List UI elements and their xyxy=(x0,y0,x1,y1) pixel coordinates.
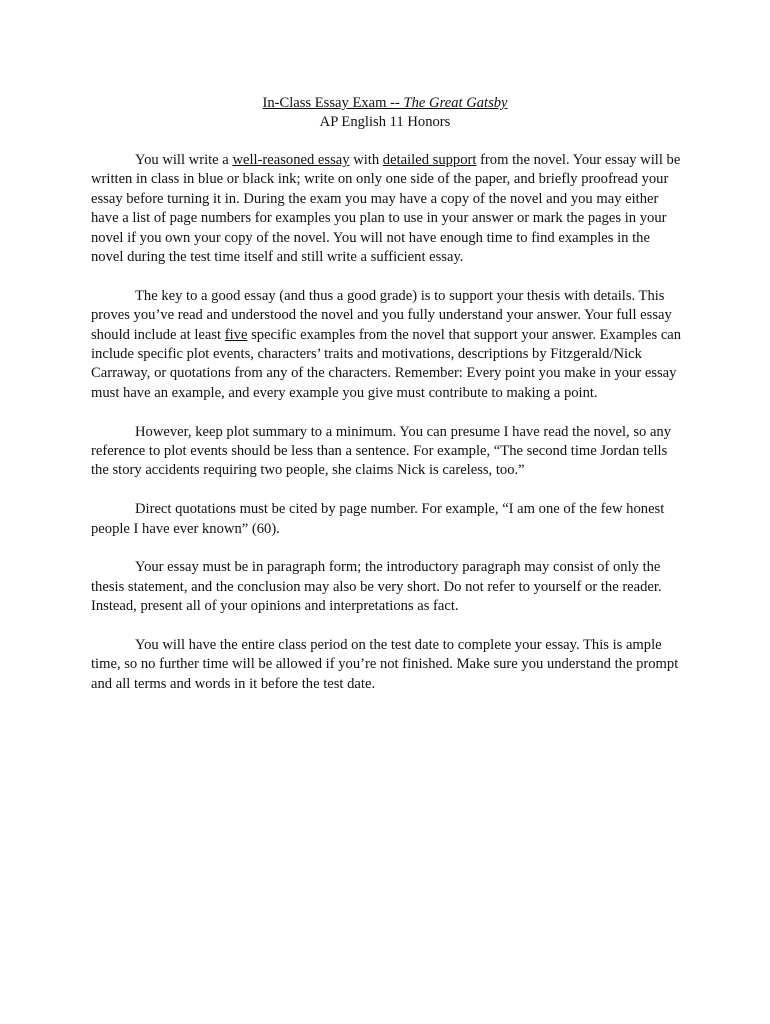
document-header xyxy=(0,94,770,133)
p1-underline-reasoned: well-reasoned essay xyxy=(232,152,350,168)
document-subtitle: AP English 11 Honors xyxy=(319,114,451,131)
p1-underline-support: detailed support xyxy=(382,152,477,168)
p1-text-e: from the novel. Your essay will be written in class in blue or black ink; write on only one side of the paper, and briefly proofread your essay before turning it in. During the exam you may have a copy of the novel and you may either have a list of page numbers for examples you plan to use in your answer or mark the pages in your novel if you own your copy of the novel. You will not have enough time to find examples in the novel during the test time itself and still write a sufficient essay. xyxy=(91,152,681,266)
p2-text-c: specific examples from the novel that support your answer. Examples can include specific plot events, characters’ traits and motivations, descriptions by Fitzgerald/Nick Carraway, or quotations from any of the characters. Remember: Every point you make in your essay must have an example, and every example you give must contribute to making a point. xyxy=(91,326,682,401)
title-work: The Great Gatsby xyxy=(403,95,508,111)
paragraph-plot-summary: However, keep plot summary to a minimum. You can presume I have read the novel, so any reference to plot events should be less than a sentence. For example, “The second time Jordan tells the story accidents requiring two people, she claims Nick is careless, too.” xyxy=(91,423,672,479)
p1-text-c: with xyxy=(349,152,383,168)
p1-text-a: You will write a xyxy=(135,152,233,168)
paragraph-instructions xyxy=(91,151,683,267)
document-body xyxy=(91,151,683,714)
p2-underline-five: five xyxy=(224,326,248,343)
paragraph-quotations: Direct quotations must be cited by page number. For example, “I am one of the few honest people I have ever known” (60). xyxy=(91,501,665,537)
p2-text-a: The key to a good essay (and thus a good grade) is to support your thesis with details. This proves you’ve read and understood the novel and you fully understand your answer. Your full essay should include at least xyxy=(91,287,672,343)
document-title xyxy=(0,94,770,113)
paragraph-time: You will have the entire class period on the test date to complete your essay. This is ample time, so no further time will be allowed if you’re not finished. Make sure you understand the prompt and all terms and words in it before the test date. xyxy=(91,637,679,692)
title-prefix: In-Class Essay Exam -- xyxy=(262,95,404,111)
paragraph-support xyxy=(91,287,683,403)
paragraph-form: Your essay must be in paragraph form; the introductory paragraph may consist of only the thesis statement, and the conclusion may also be very short. Do not refer to yourself or the reader. Instead, present all of your opinions and interpretations as fact. xyxy=(91,559,662,615)
